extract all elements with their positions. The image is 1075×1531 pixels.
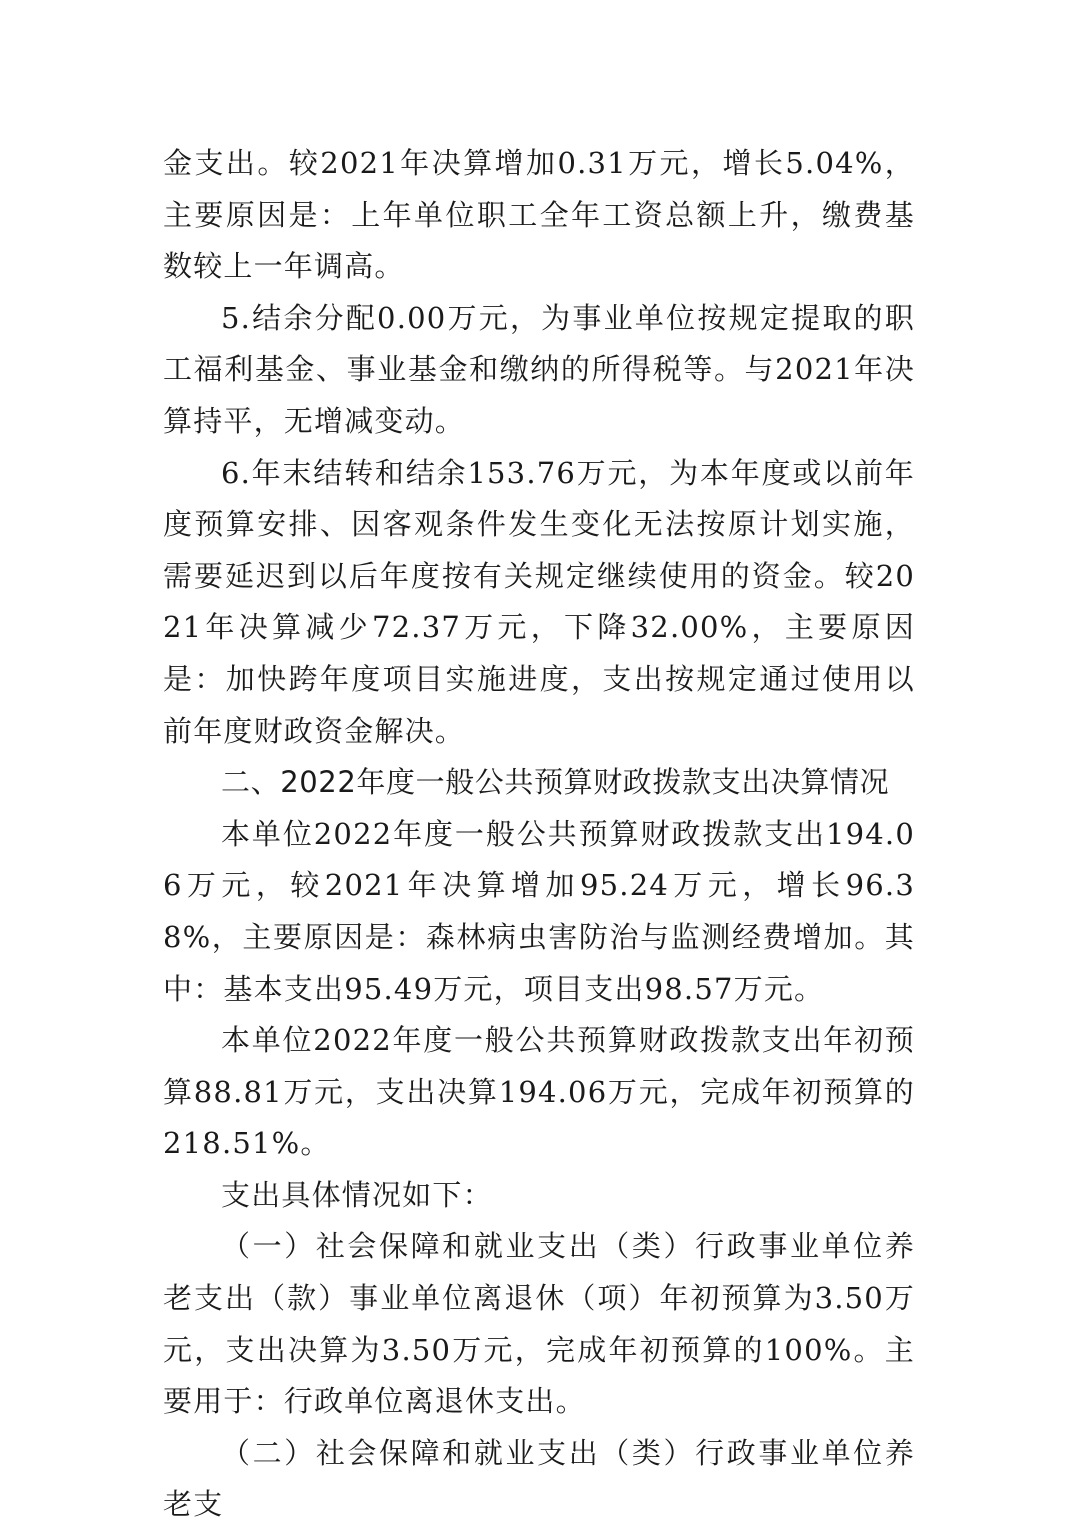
paragraph-pension-contribution-continued: 金支出。较2021年决算增加0.31万元，增长5.04%，主要原因是：上年单位职工全年工资总额上升，缴费基数较上一年调高。 — [163, 146, 915, 284]
paragraph-item-one-retirement: （一）社会保障和就业支出（类）行政事业单位养老支出（款）事业单位离退休（项）年初预算为3.50万元，支出决算为3.50万元，完成年初预算的100%。主要用于：行政单位离退休支出。 — [163, 1229, 915, 1419]
paragraph-year-end-carryover: 6.年末结转和结余153.76万元，为本年度或以前年度预算安排、因客观条件发生变化无法按原计划实施，需要延迟到以后年度按有关规定继续使用的资金。较2021年决算减少72.37万元，下降32.00%，主要原因是：加快跨年度项目实施进度，支出按规定通过使用以前年度财政资金解决。 — [163, 455, 915, 748]
paragraph-general-budget-expenditure: 本单位2022年度一般公共预算财政拨款支出194.06万元，较2021年决算增加95.24万元，增长96.38%，主要原因是：森林病虫害防治与监测经费增加。其中：基本支出95.49万元，项目支出98.57万元。 — [163, 816, 915, 1006]
section-heading-general-budget-expenditure: 二、2022年度一般公共预算财政拨款支出决算情况 — [221, 765, 890, 800]
paragraph-details-intro: 支出具体情况如下： — [221, 1177, 493, 1212]
paragraph-item-two-pension: （二）社会保障和就业支出（类）行政事业单位养老支 — [163, 1435, 915, 1522]
paragraph-budget-completion: 本单位2022年度一般公共预算财政拨款支出年初预算88.81万元，支出决算194.06万元，完成年初预算的218.51%。 — [163, 1023, 915, 1161]
document-body — [163, 138, 915, 1531]
paragraph-surplus-distribution: 5.结余分配0.00万元，为事业单位按规定提取的职工福利基金、事业基金和缴纳的所得税等。与2021年决算持平，无增减变动。 — [163, 300, 915, 438]
